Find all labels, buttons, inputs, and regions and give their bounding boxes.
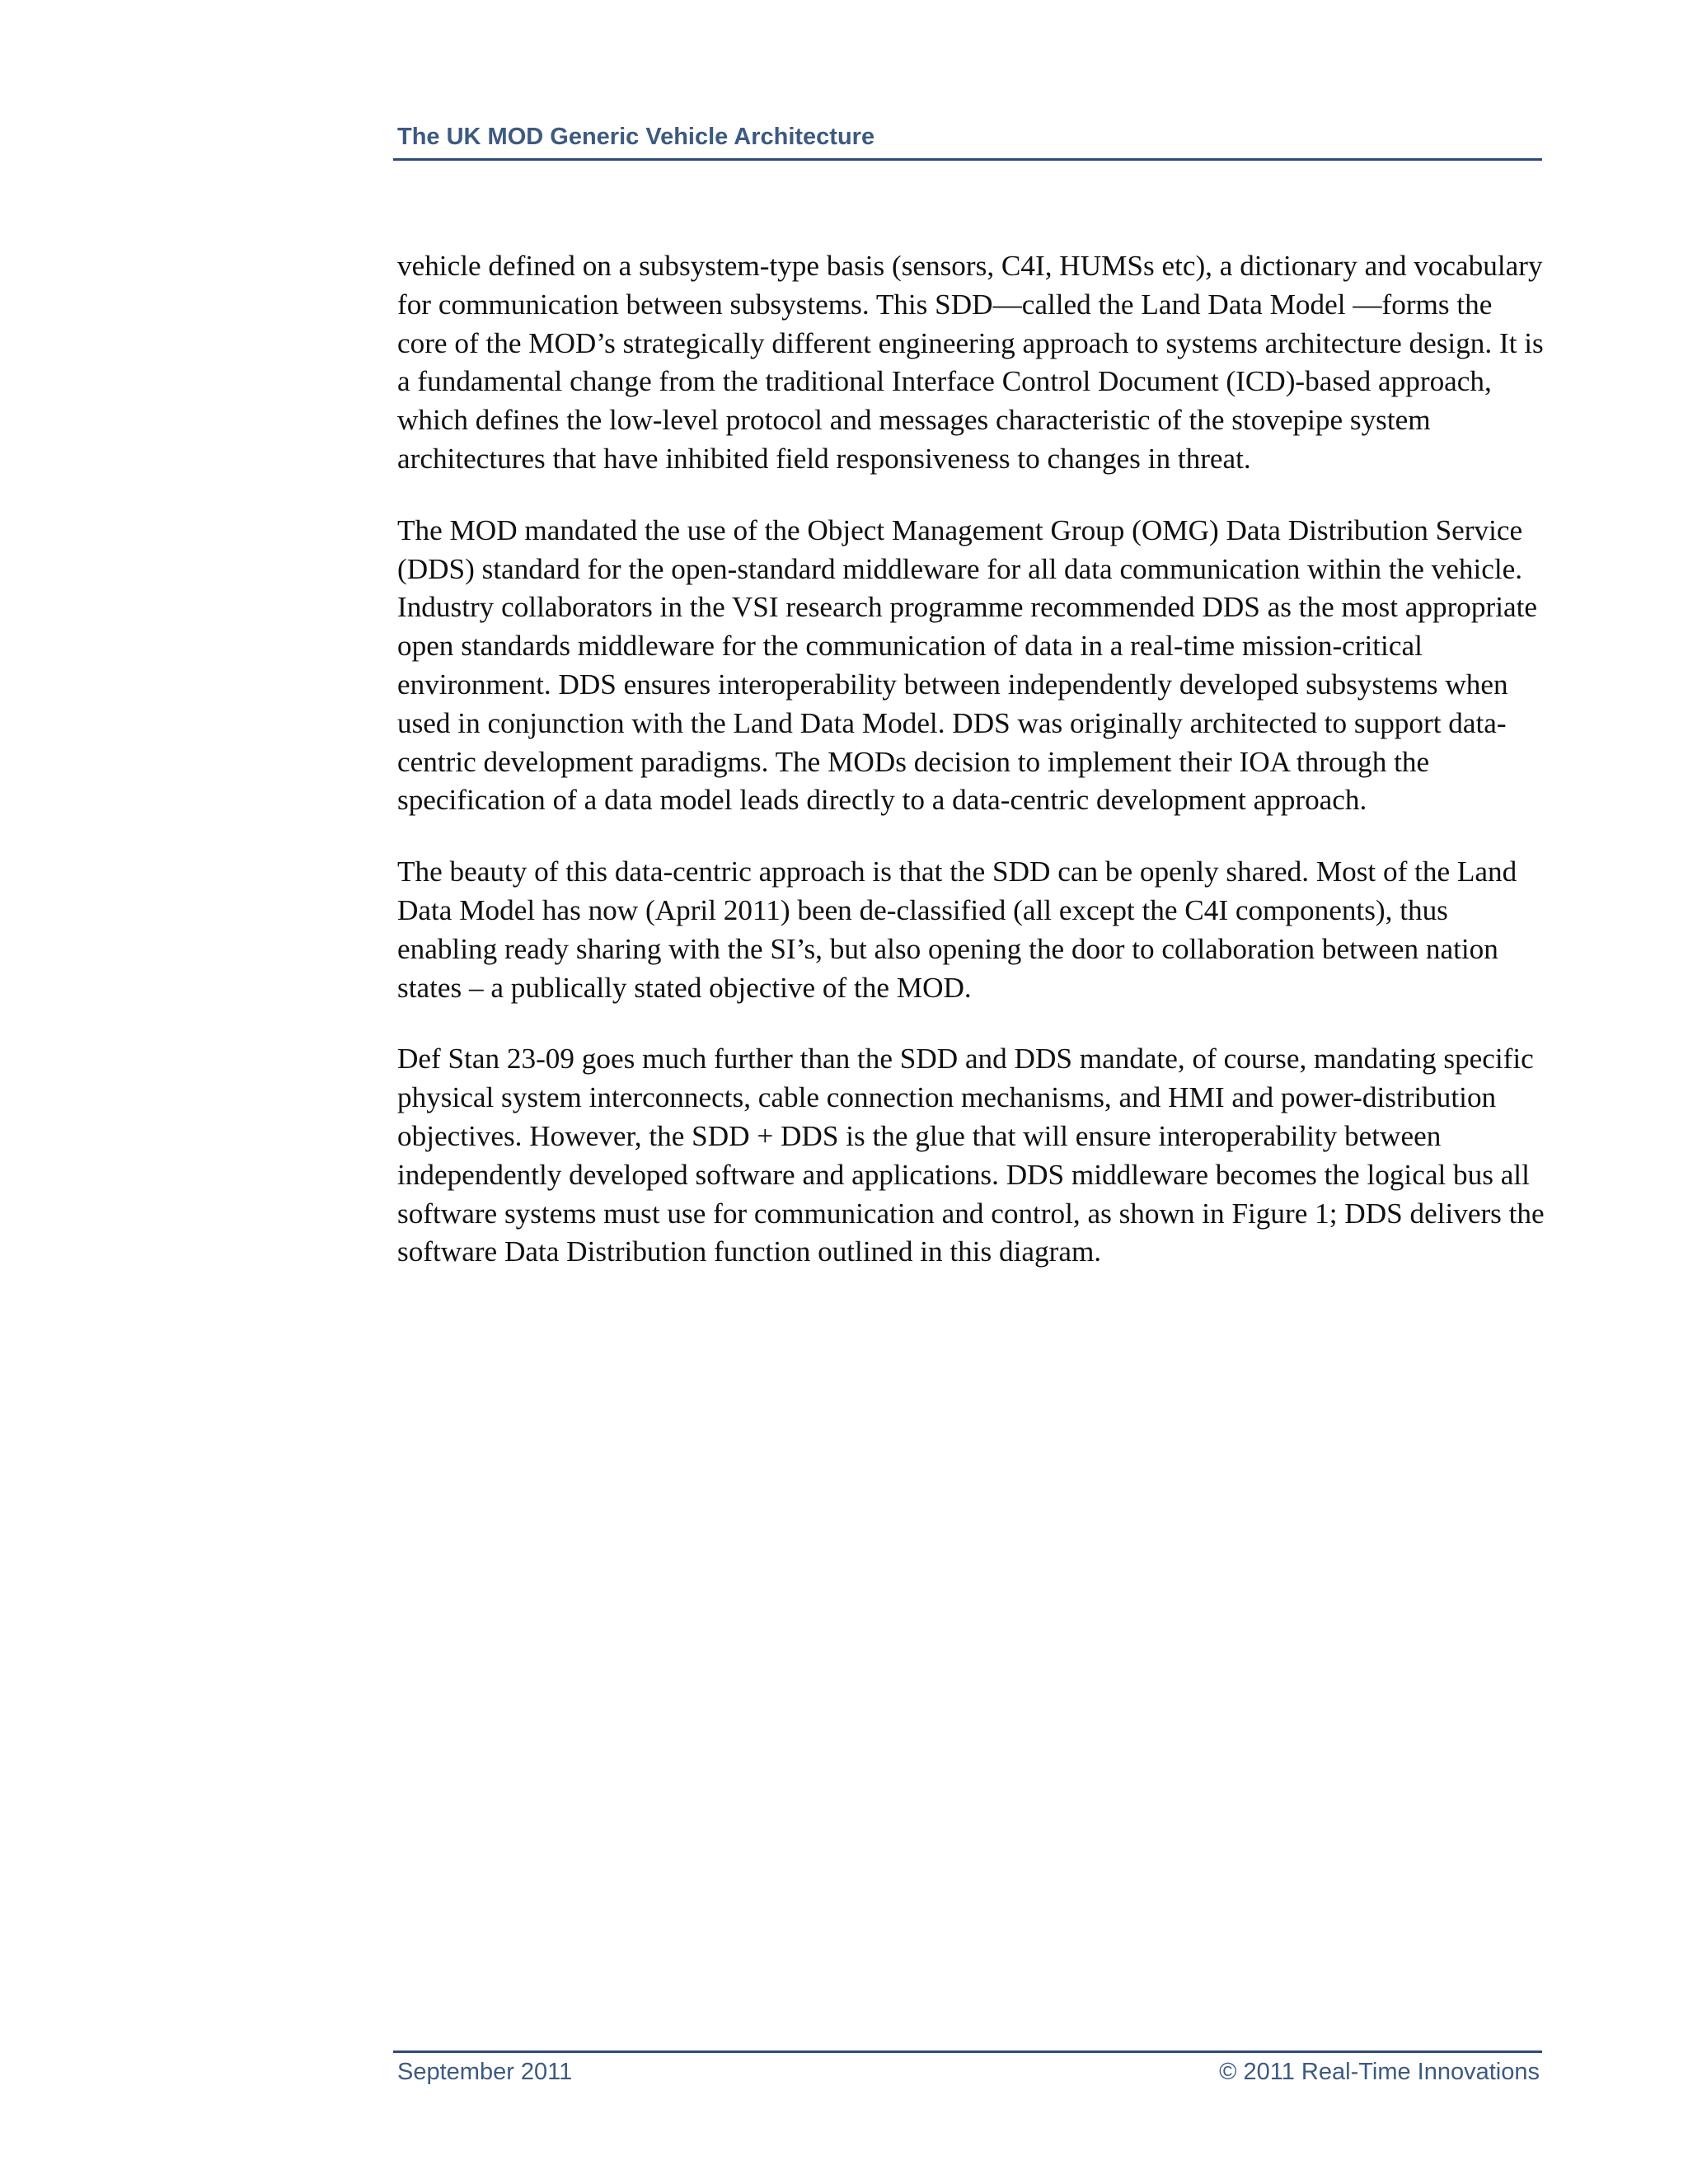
paragraph: The beauty of this data-centric approach is that the SDD can be openly shared. Most of the Land Data Model has now (April 2011) been de-classified (all except the C4I components), thus enabling ready sharing with the SI’s, but also opening the door to collaboration between nation states – a publically stated objective of the MOD.	[397, 855, 1517, 1004]
paragraph: Def Stan 23-09 goes much further than the SDD and DDS mandate, of course, mandating specific physical system interconnects, cable connection mechanisms, and HMI and power-distribution objectives. However, the SDD + DDS is the glue that will ensure interoperability between independently developed software and applications. DDS middleware becomes the logical bus all software systems must use for communication and control, as shown in Figure 1; DDS delivers the software Data Distribution function outlined in this diagram.	[397, 1043, 1545, 1268]
paragraph: The MOD mandated the use of the Object Management Group (OMG) Data Distribution Service (DDS) standard for the open-standard middleware for all data communication within the vehicle. Industry collaborators in the VSI research programme recommended DDS as the most appropriate open standards middleware for the communication of data in a real-time mission-critical environment. DDS ensures interoperability between independently developed subsystems when used in conjunction with the Land Data Model. DDS was originally architected to support data-centric development paradigms. The MODs decision to implement their IOA through the specification of a data model leads directly to a data-centric development approach.	[397, 513, 1537, 817]
page-header-title: The UK MOD Generic Vehicle Architecture	[397, 124, 875, 150]
header-divider	[393, 158, 1542, 161]
footer-divider	[393, 2050, 1542, 2053]
footer-date: September 2011	[397, 2059, 573, 2085]
footer-copyright: © 2011 Real-Time Innovations	[1219, 2059, 1540, 2085]
paragraph: vehicle defined on a subsystem-type basis (sensors, C4I, HUMSs etc), a dictionary and vocabulary for communication between subsystems. This SDD—called the Land Data Model —forms the core of the MOD’s strategically different engineering approach to systems architecture design. It is a fundamental change from the traditional Interface Control Document (ICD)-based approach, which defines the low-level protocol and messages characteristic of the stovepipe system architectures that have inhibited field responsiveness to changes in threat.	[397, 250, 1544, 475]
body-text	[397, 247, 1547, 1305]
